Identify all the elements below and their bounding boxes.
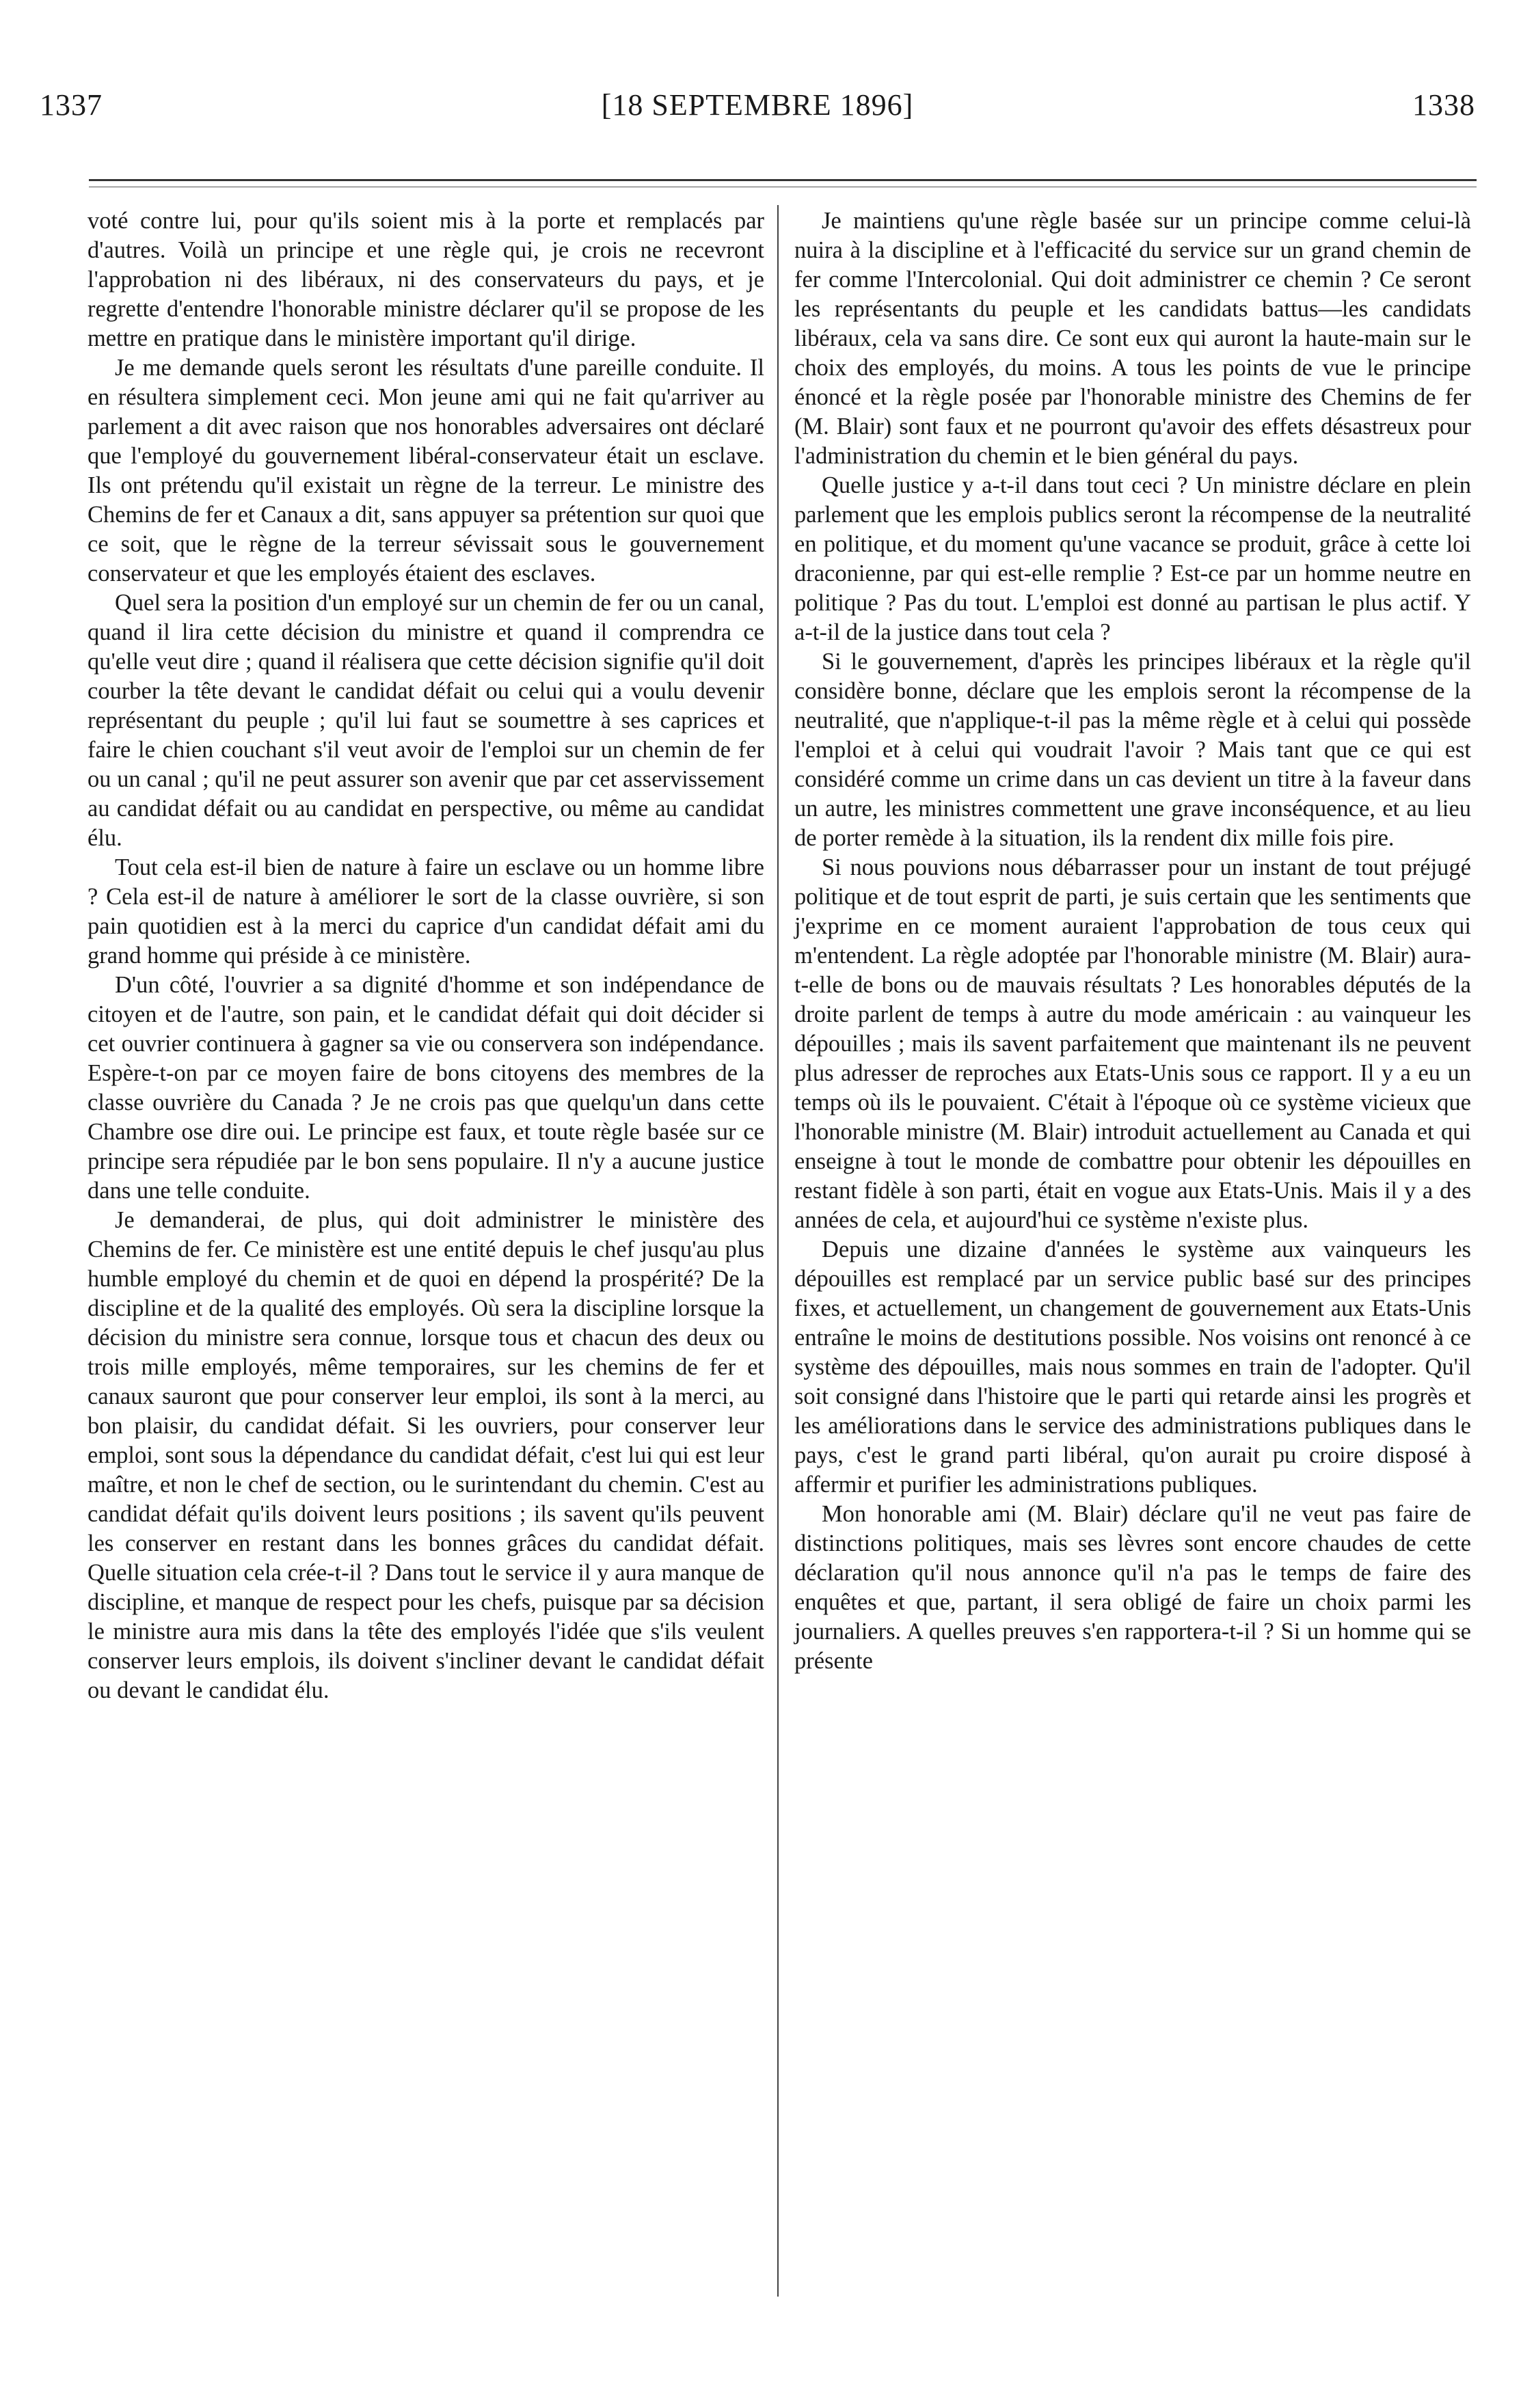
paragraph: Si nous pouvions nous débarrasser pour un instant de tout préjugé politique et de tout esprit de parti, je suis certain que les sentiments que j'exprime en ce moment auraient l'approbation de tous ceux qui m'entendent. La règle adoptée par l'honorable ministre (M. Blair) aura-t-elle de bons ou de mauvais résultats ? Les honorables députés de la droite parlent de temps à autre du mode américain : au vainqueur les dépouilles ; mais ils savent parfaitement que maintenant ils ne peuvent plus adresser de reproches aux Etats-Unis sous ce rapport. Il y a eu un temps où ils le pouvaient. C'était à l'époque où ce système vicieux que l'honorable ministre (M. Blair) introduit actuellement au Canada et qui enseigne à tout le monde de combattre pour obtenir les dépouilles en restant fidèle à son parti, était en vogue aux Etats-Unis. Mais il y a des années de cela, et aujourd'hui ce système n'existe plus.	[794, 854, 1471, 1233]
paragraph: Quelle justice y a-t-il dans tout ceci ? Un ministre déclare en plein parlement que les emplois publics seront la récompense de la neutralité en politique, et du moment qu'une vacance se produit, grâce à cette loi draconienne, par qui est-elle remplie ? Est-ce par un homme neutre en politique ? Pas du tout. L'emploi est donné au partisan le plus actif. Y a-t-il de la justice dans tout cela ?	[794, 472, 1471, 645]
page-date-title: [18 SEPTEMBRE 1896]	[601, 88, 914, 122]
right-page-number: 1338	[1412, 88, 1475, 122]
left-column	[88, 206, 764, 1705]
paragraph: Mon honorable ami (M. Blair) déclare qu'il ne veut pas faire de distinctions politiques, mais ses lèvres sont encore chaudes de cette déclaration qu'il nous annonce qu'il n'a pas le temps de faire des enquêtes et que, partant, il sera obligé de faire un choix parmi les journaliers. A quelles preuves s'en rapportera-t-il ? Si un homme qui se présente	[794, 1501, 1471, 1674]
left-page-number: 1337	[40, 88, 103, 122]
paragraph: Si le gouvernement, d'après les principes libéraux et la règle qu'il considère bonne, déclare que les emplois seront la récompense de la neutralité, que n'applique-t-il pas la même règle et à celui qui possède l'emploi et à celui qui voudrait l'avoir ? Mais tant que ce qui est considéré comme un crime dans un cas devient un titre à la faveur dans un autre, les ministres commettent une grave inconséquence, et au lieu de porter remède à la situation, ils la rendent dix mille fois pire.	[794, 649, 1471, 851]
paragraph: Tout cela est-il bien de nature à faire un esclave ou un homme libre ? Cela est-il de nature à améliorer le sort de la classe ouvrière, si son pain quotidien est à la merci du caprice d'un candidat défait ami du grand homme qui préside à ce ministère.	[88, 854, 764, 969]
paragraph: Je me demande quels seront les résultats d'une pareille conduite. Il en résultera simplement ceci. Mon jeune ami qui ne fait qu'arriver au parlement a dit avec raison que nos honorables adversaires ont déclaré que l'employé du gouvernement libéral-conservateur était un esclave. Ils ont prétendu qu'il existait un règne de la terreur. Le ministre des Chemins de fer et Canaux a dit, sans appuyer sa prétention sur quoi que ce soit, que le règne de la terreur sévissait sous le gouvernement conservateur et que les employés étaient des esclaves.	[88, 355, 764, 586]
paragraph: Depuis une dizaine d'années le système aux vainqueurs les dépouilles est remplacé par un service public basé sur des principes fixes, et actuellement, un changement de gouvernement aux Etats-Unis entraîne le moins de destitutions possible. Nos voisins ont renoncé à ce système des dépouilles, mais nous sommes en train de l'adopter. Qu'il soit consigné dans l'histoire que le parti qui retarde ainsi les progrès et les améliorations dans le service des administrations publiques dans le pays, c'est le grand parti libéral, qu'on aurait pu croire disposé à affermir et purifier les administrations publiques.	[794, 1236, 1471, 1498]
page-header	[40, 87, 1475, 135]
paragraph: Je demanderai, de plus, qui doit administrer le ministère des Chemins de fer. Ce ministère est une entité depuis le chef jusqu'au plus humble employé du chemin et de quoi en dépend la prospérité? De la discipline et de la qualité des employés. Où sera la discipline lorsque la décision du ministre sera connue, lorsque tous et chacun des deux ou trois mille employés, même temporaires, sur les chemins de fer et canaux sauront que pour conserver leur emploi, ils sont à la merci, au bon plaisir, du candidat défait. Si les ouvriers, pour conserver leur emploi, sont sous la dépendance du candidat défait, c'est lui qui est leur maître, et non le chef de section, ou le surintendant du chemin. C'est au candidat défait qu'ils doivent leurs positions ; ils savent qu'ils peuvent les conserver en restant dans les bonnes grâces du candidat défait. Quelle situation cela crée-t-il ? Dans tout le service il y aura manque de discipline, et manque de respect pour les chefs, puisque par sa décision le ministre aura mis dans la tête des employés l'idée que s'ils veulent conserver leurs emplois, ils doivent s'incliner devant le candidat défait ou devant le candidat élu.	[88, 1207, 764, 1703]
right-column	[794, 206, 1471, 1676]
paragraph: D'un côté, l'ouvrier a sa dignité d'homme et son indépendance de citoyen et de l'autre, son pain, et le candidat défait qui doit décider si cet ouvrier continuera à gagner sa vie ou conservera son indépendance. Espère-t-on par ce moyen faire de bons citoyens des membres de la classe ouvrière du Canada ? Je ne crois pas que quelqu'un dans cette Chambre ose dire oui. Le principe est faux, et toute règle basée sur ce principe sera répudiée par le bon sens populaire. Il n'y a aucune justice dans une telle conduite.	[88, 972, 764, 1204]
paragraph: Je maintiens qu'une règle basée sur un principe comme celui-là nuira à la discipline et à l'efficacité du service sur un grand chemin de fer comme l'Intercolonial. Qui doit administrer ce chemin ? Ce seront les représentants du peuple et les candidats battus—les candidats libéraux, cela va sans dire. Ce sont eux qui auront la haute-main sur le choix des employés, du moins. A tous les points de vue le principe énoncé et la règle posée par l'honorable ministre des Chemins de fer (M. Blair) sont faux et ne pourront qu'avoir des effets désastreux pour l'administration du chemin et le bien général du pays.	[794, 208, 1471, 469]
paragraph: Quel sera la position d'un employé sur un chemin de fer ou un canal, quand il lira cette décision du ministre et quand il comprendra ce qu'elle veut dire ; quand il réalisera que cette décision signifie qu'il doit courber la tête devant le candidat défait ou celui qui a voulu devenir représentant du peuple ; qu'il lui faut se soumettre à ses caprices et faire le chien couchant s'il veut avoir de l'emploi sur un chemin de fer ou un canal ; qu'il ne peut assurer son avenir que par cet asservissement au candidat défait ou au candidat en perspective, ou même au candidat élu.	[88, 590, 764, 851]
paragraph: voté contre lui, pour qu'ils soient mis à la porte et remplacés par d'autres. Voilà un principe et une règle qui, je crois ne recevront l'approbation ni des libéraux, ni des conservateurs du pays, et je regrette d'entendre l'honorable ministre déclarer qu'il se propose de les mettre en pratique dans le ministère important qu'il dirige.	[88, 208, 764, 351]
column-divider	[777, 205, 779, 2297]
header-rule-thick	[89, 179, 1477, 181]
